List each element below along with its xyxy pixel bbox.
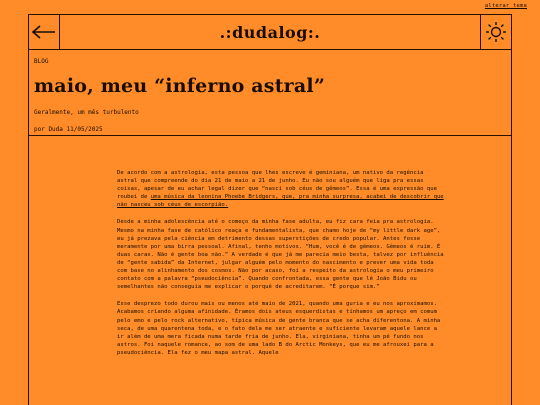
post-category: BLOG bbox=[34, 58, 49, 65]
post-title: maio, meu “inferno astral” bbox=[34, 75, 325, 97]
site-header bbox=[29, 15, 511, 50]
site-logo[interactable]: .:dudalog:. bbox=[219, 23, 321, 42]
article-body bbox=[117, 169, 447, 366]
top-bar bbox=[0, 0, 540, 14]
music-link[interactable]: uma música da leonina Phoebe Bridgers, que, pra minha surpresa, acabei de descobrir que não nasceu sob céus de escorpião. bbox=[117, 194, 444, 209]
meta-divider bbox=[29, 135, 511, 136]
post-meta bbox=[29, 58, 511, 133]
post-byline: por Duda 11/05/2025 bbox=[34, 126, 103, 133]
post-subtitle: Geralmente, um mês turbulento bbox=[34, 109, 139, 116]
article-paragraph: Desde a minha adolescência até o começo da minha fase adulta, eu fiz cara feia pra astrologia. Mesmo na minha fase de católico reaça e fundamentalista, que chamo hoje de “my little dark age”, eu já prezava pela ciência em detrimento dessas superstições de credo popular. Antes fosse meramente por uma birra pessoal. Afinal, tenho motivos. “Hum, você é de gêmeos. Gêmeos é ruim. É duas caras. Não é gente boa não.” A verdade é que já me parecia meio besta, talvez por influência de “gente sabida” da Internet, julgar alguém pelo momento do nascimento e prever uma vida toda com base no alinhamento dos cosmos. Não por acaso, foi a respeito da astrologia o meu primeiro contato com a palavra “pseudociência”. Quando confrontada, essa gente que lê João Bidu ou semelhantes não conseguia me explicar o porquê de acreditarem. “É porque sim.” bbox=[117, 219, 444, 291]
page-frame bbox=[28, 14, 512, 405]
article-paragraph: Esse desprezo todo durou mais ou menos até maio de 2021, quando uma guria e eu nos aproximamos. Acabamos criando alguma afinidade. Éramos dois ateus esquerdistas e tínhamos um apreço em comum pelo emo e pelo rock alternativo, típica música de gente branca que se acha diferentona. A minha seca, de uma quarentena toda, e o fato dela me ser atraente e suficiente levaram aquele lance a ir além de uma mera ficada numa tarde fria de junho. Ela, virginiana, tinha um pé fundo nos astros. Foi naquele romance, ao som de uma lado B do Arctic Monkeys, que eu me afrouxei para a pseudociência. Ela fez o meu mapa astral. Aquele bbox=[117, 301, 441, 356]
paragraph-text: De acordo com a astrologia, esta pessoa que lhes escreve é geminiana, um nativo da regência astral que compreende do dia 21 de maio a 21 de junho. Eu não sou alguém que liga pra essas coisas, apesar de eu achar legal dizer que “nasci sob céus de gêmeos”. Essa é uma expressão que roubei de bbox=[117, 170, 437, 201]
theme-button[interactable] bbox=[480, 15, 511, 49]
theme-toggle-link[interactable]: alterar tema bbox=[484, 3, 527, 9]
article-paragraph bbox=[117, 169, 447, 209]
sun-icon bbox=[485, 21, 507, 43]
